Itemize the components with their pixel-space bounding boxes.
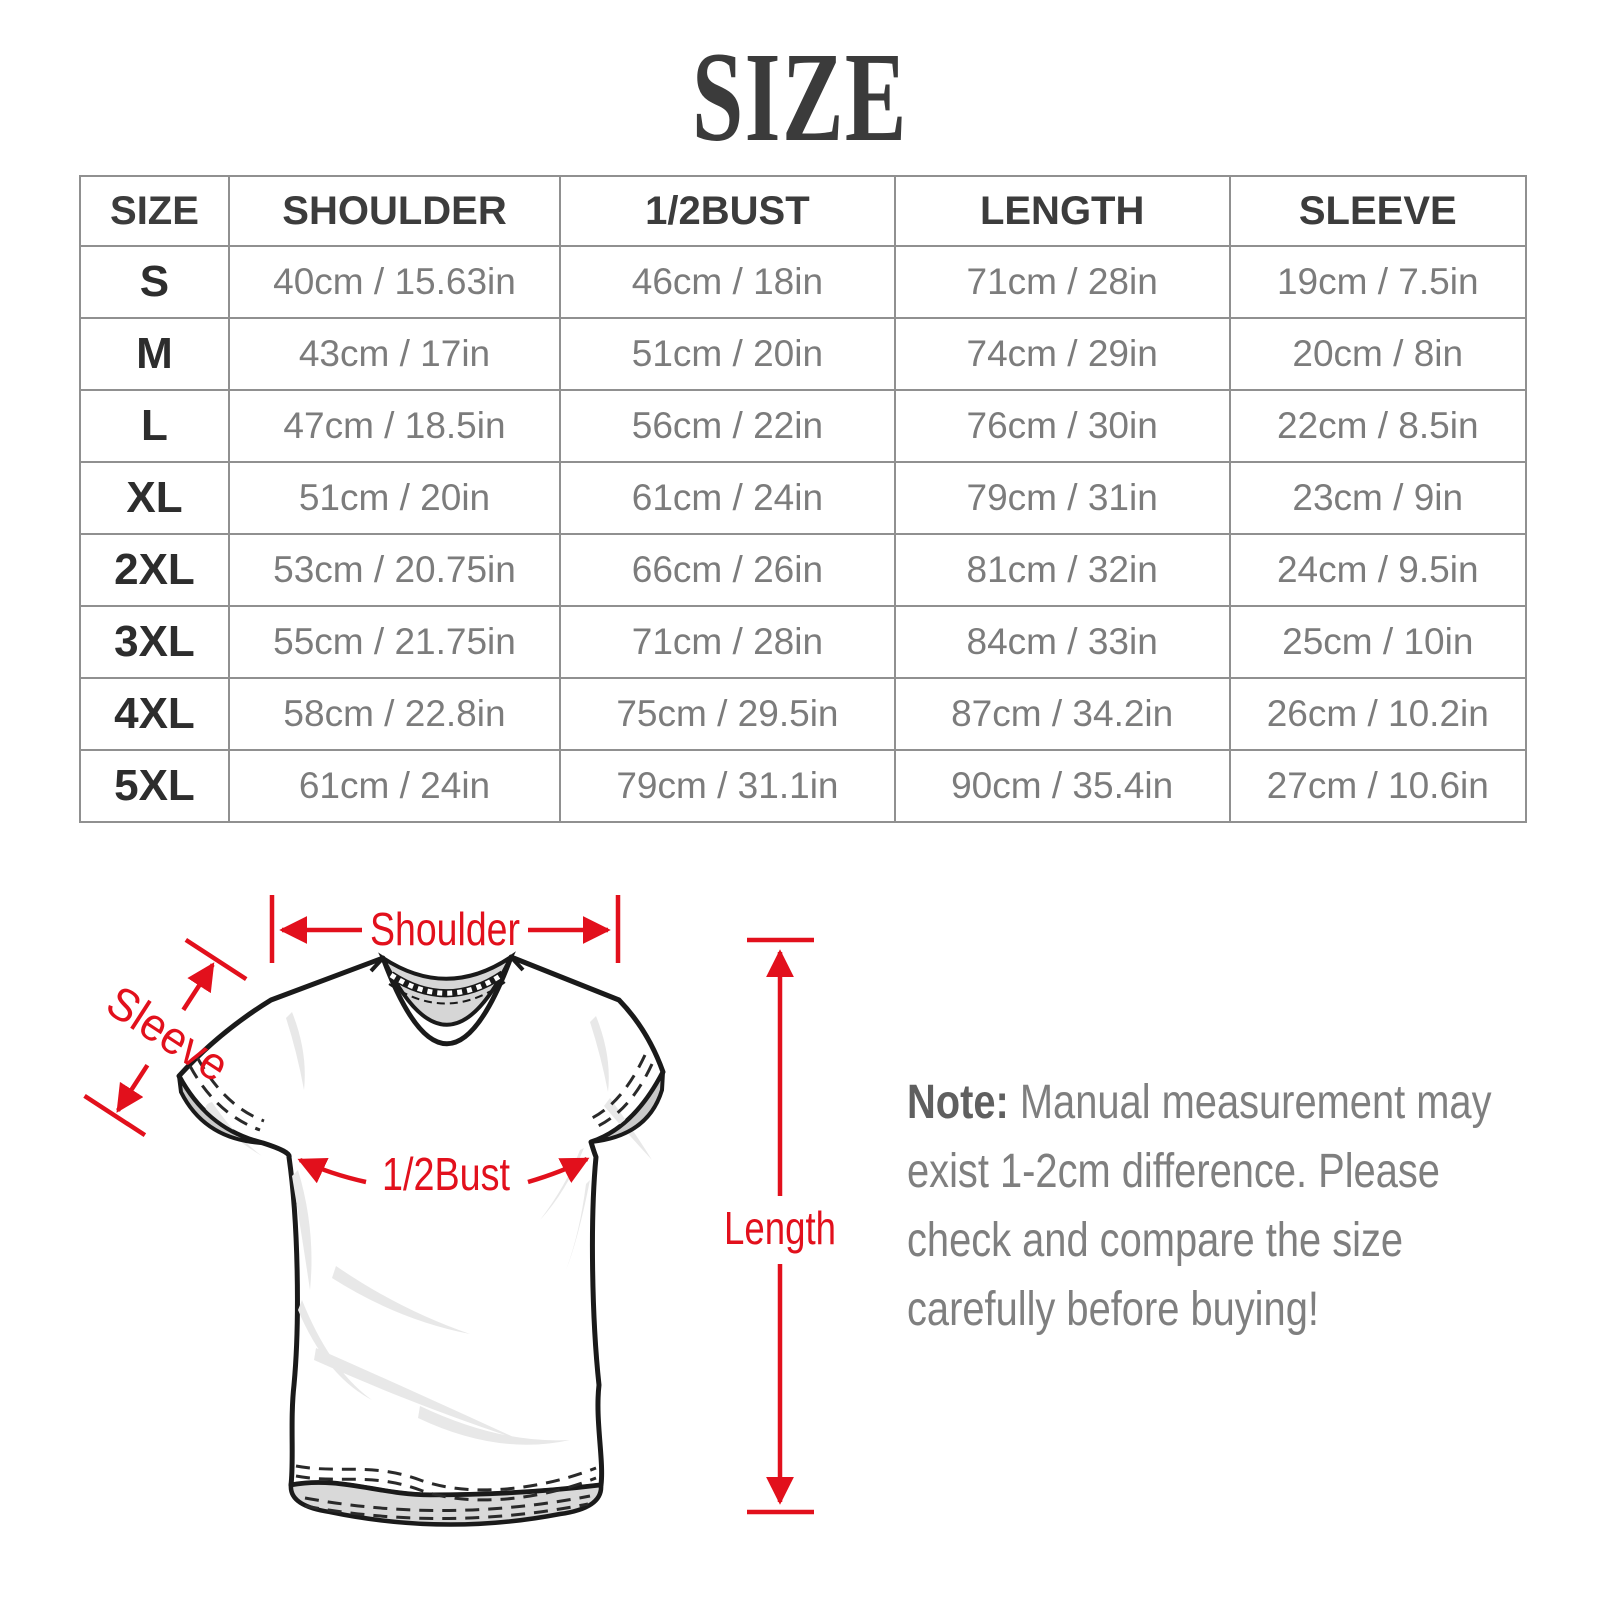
measurement-value: 81cm / 32in xyxy=(895,534,1230,606)
size-table-body xyxy=(80,246,1526,822)
measurement-value: 79cm / 31in xyxy=(895,462,1230,534)
note-line-3: check and compare the size xyxy=(907,1214,1404,1267)
bust-label: 1/2Bust xyxy=(382,1148,511,1200)
measurement-value: 20cm / 8in xyxy=(1230,318,1526,390)
size-label: 3XL xyxy=(80,606,229,678)
measurement-value: 55cm / 21.75in xyxy=(229,606,560,678)
measurement-value: 61cm / 24in xyxy=(560,462,895,534)
sleeve-arrow-down xyxy=(118,1065,147,1110)
size-table-header-row xyxy=(80,176,1526,246)
note-line-1-rest: Manual measurement may xyxy=(1008,1076,1492,1129)
shoulder-measure xyxy=(272,895,618,963)
measurement-value: 56cm / 22in xyxy=(560,390,895,462)
table-row-m xyxy=(80,318,1526,390)
measurement-value: 76cm / 30in xyxy=(895,390,1230,462)
sleeve-arrow-up xyxy=(183,965,212,1010)
measurement-value: 61cm / 24in xyxy=(229,750,560,822)
size-label: M xyxy=(80,318,229,390)
table-row-s xyxy=(80,246,1526,318)
size-label: L xyxy=(80,390,229,462)
measurement-value: 23cm / 9in xyxy=(1230,462,1526,534)
measurement-value: 71cm / 28in xyxy=(560,606,895,678)
measurement-value: 53cm / 20.75in xyxy=(229,534,560,606)
measurement-value: 24cm / 9.5in xyxy=(1230,534,1526,606)
size-label: S xyxy=(80,246,229,318)
length-label: Length xyxy=(724,1202,836,1254)
measurement-value: 47cm / 18.5in xyxy=(229,390,560,462)
measurement-value: 43cm / 17in xyxy=(229,318,560,390)
size-label: 5XL xyxy=(80,750,229,822)
note-line-1 xyxy=(907,1068,1492,1137)
measurement-value: 22cm / 8.5in xyxy=(1230,390,1526,462)
column-header-sleeve: SLEEVE xyxy=(1230,176,1526,246)
measurement-value: 74cm / 29in xyxy=(895,318,1230,390)
measurement-value: 51cm / 20in xyxy=(560,318,895,390)
note-prefix: Note: xyxy=(907,1076,1009,1129)
measurement-value: 71cm / 28in xyxy=(895,246,1230,318)
table-row-4xl xyxy=(80,678,1526,750)
sleeve-label: Sleeve xyxy=(97,975,245,1096)
size-label: 4XL xyxy=(80,678,229,750)
column-header-1-2bust: 1/2BUST xyxy=(560,176,895,246)
table-row-xl xyxy=(80,462,1526,534)
measurement-value: 79cm / 31.1in xyxy=(560,750,895,822)
page-title-text: SIZE xyxy=(692,26,908,168)
table-row-l xyxy=(80,390,1526,462)
shoulder-label: Shoulder xyxy=(370,903,520,955)
tshirt-drawing xyxy=(179,957,663,1525)
table-row-2xl xyxy=(80,534,1526,606)
measurement-value: 25cm / 10in xyxy=(1230,606,1526,678)
note-line-4: carefully before buying! xyxy=(907,1283,1319,1336)
measurement-value: 19cm / 7.5in xyxy=(1230,246,1526,318)
column-header-size: SIZE xyxy=(80,176,229,246)
size-label: XL xyxy=(80,462,229,534)
note-line-2: exist 1-2cm difference. Please xyxy=(907,1145,1440,1198)
size-table-header xyxy=(80,176,1526,246)
measurement-value: 87cm / 34.2in xyxy=(895,678,1230,750)
table-row-3xl xyxy=(80,606,1526,678)
measurement-value: 27cm / 10.6in xyxy=(1230,750,1526,822)
column-header-length: LENGTH xyxy=(895,176,1230,246)
measurement-value: 90cm / 35.4in xyxy=(895,750,1230,822)
length-measure xyxy=(724,940,836,1512)
measurement-value: 46cm / 18in xyxy=(560,246,895,318)
measurement-value: 75cm / 29.5in xyxy=(560,678,895,750)
measurement-value: 26cm / 10.2in xyxy=(1230,678,1526,750)
column-header-shoulder: SHOULDER xyxy=(229,176,560,246)
note-text xyxy=(907,1068,1492,1344)
page-title xyxy=(0,26,1600,168)
measurement-value: 66cm / 26in xyxy=(560,534,895,606)
measurement-value: 51cm / 20in xyxy=(229,462,560,534)
measurement-value: 84cm / 33in xyxy=(895,606,1230,678)
table-row-5xl xyxy=(80,750,1526,822)
size-table xyxy=(79,175,1527,823)
measurement-value: 40cm / 15.63in xyxy=(229,246,560,318)
measurement-value: 58cm / 22.8in xyxy=(229,678,560,750)
size-label: 2XL xyxy=(80,534,229,606)
